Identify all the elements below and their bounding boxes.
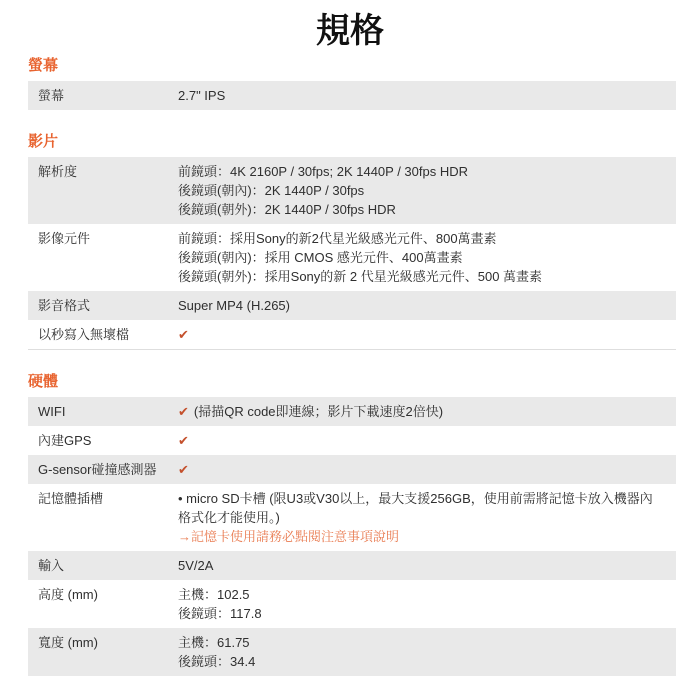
section-title: 螢幕	[28, 57, 59, 74]
row-label: WIFI	[38, 404, 66, 419]
row-label: 螢幕	[38, 88, 65, 103]
row-value	[178, 585, 676, 623]
row-value	[178, 556, 676, 575]
value-line	[178, 585, 662, 604]
value-line	[178, 162, 662, 181]
row-label: 解析度	[38, 164, 78, 179]
row-label: 記憶體插槽	[38, 491, 104, 506]
value-text: 後鏡頭：34.4	[178, 654, 256, 669]
row-label: 影像元件	[38, 231, 91, 246]
value-text: 後鏡頭：117.8	[178, 606, 262, 621]
spec-row	[28, 224, 676, 291]
spec-row	[28, 580, 676, 628]
section-title: 硬體	[28, 373, 59, 390]
row-value	[178, 633, 676, 671]
value-text: 5V/2A	[178, 558, 214, 573]
section-video	[28, 110, 676, 350]
section-screen	[28, 42, 676, 110]
row-label: 輸入	[38, 558, 65, 573]
value-line	[178, 86, 662, 105]
spec-table	[0, 42, 700, 676]
row-label: 內建GPS	[38, 433, 92, 448]
check-icon: ✔	[178, 404, 189, 419]
row-value	[178, 86, 676, 105]
spec-row	[28, 81, 676, 110]
value-line	[178, 527, 662, 546]
value-line	[178, 402, 662, 421]
row-value	[178, 162, 676, 219]
row-label: 高度 (mm)	[38, 587, 98, 602]
check-icon: ✔	[178, 327, 189, 342]
check-icon: ✔	[178, 433, 189, 448]
row-label: G-sensor碰撞感測器	[38, 462, 157, 477]
value-line	[178, 267, 662, 286]
spec-row	[28, 551, 676, 580]
spec-row	[28, 320, 676, 350]
value-line	[178, 200, 662, 219]
row-value	[178, 325, 676, 344]
value-text: 前鏡頭：採用Sony的新2代星光級感光元件、800萬畫素	[178, 231, 497, 246]
value-line	[178, 652, 662, 671]
value-text: 2.7" IPS	[178, 88, 226, 103]
value-text: • micro SD卡槽 (限U3或V30以上，最大支援256GB，使用前需將記憶卡放入機器內格式化才能使用。)	[178, 491, 653, 525]
spec-row	[28, 157, 676, 224]
value-line	[178, 489, 662, 527]
check-icon: ✔	[178, 462, 189, 477]
value-line	[178, 325, 662, 344]
value-line	[178, 248, 662, 267]
value-line	[178, 229, 662, 248]
spec-row	[28, 291, 676, 320]
spec-row	[28, 628, 676, 676]
spec-row	[28, 397, 676, 426]
spec-row	[28, 455, 676, 484]
value-line	[178, 431, 662, 450]
value-text: 主機：61.75	[178, 635, 250, 650]
section-rows	[28, 81, 676, 110]
row-value	[178, 402, 676, 421]
spec-row	[28, 484, 676, 551]
row-label: 以秒寫入無壞檔	[38, 327, 130, 342]
row-value	[178, 296, 676, 315]
memory-card-notice-link[interactable]: →記憶卡使用請務必點閱注意事項說明	[178, 529, 400, 544]
value-text: 後鏡頭(朝外)：採用Sony的新 2 代星光級感光元件、500 萬畫素	[178, 269, 543, 284]
row-label: 影音格式	[38, 298, 91, 313]
section-title: 影片	[28, 133, 59, 150]
value-text: 主機：102.5	[178, 587, 250, 602]
value-line	[178, 460, 662, 479]
value-line	[178, 633, 662, 652]
value-text: 後鏡頭(朝內)：2K 1440P / 30fps	[178, 183, 365, 198]
value-line	[178, 296, 662, 315]
row-value	[178, 431, 676, 450]
row-value	[178, 229, 676, 286]
row-value	[178, 460, 676, 479]
value-line	[178, 604, 662, 623]
section-rows	[28, 157, 676, 350]
section-rows	[28, 397, 676, 676]
value-text: 後鏡頭(朝外)：2K 1440P / 30fps HDR	[178, 202, 396, 217]
value-line	[178, 181, 662, 200]
section-hardware	[28, 350, 676, 676]
row-label: 寬度 (mm)	[38, 635, 98, 650]
check-note: (掃描QR code即連線；影片下載速度2倍快)	[193, 404, 444, 419]
value-text: 後鏡頭(朝內)：採用 CMOS 感光元件、400萬畫素	[178, 250, 463, 265]
value-line	[178, 556, 662, 575]
spec-row	[28, 426, 676, 455]
value-text: Super MP4 (H.265)	[178, 298, 290, 313]
value-text: 前鏡頭：4K 2160P / 30fps; 2K 1440P / 30fps HDR	[178, 164, 469, 179]
page-title: 規格	[316, 12, 384, 50]
row-value	[178, 489, 676, 546]
